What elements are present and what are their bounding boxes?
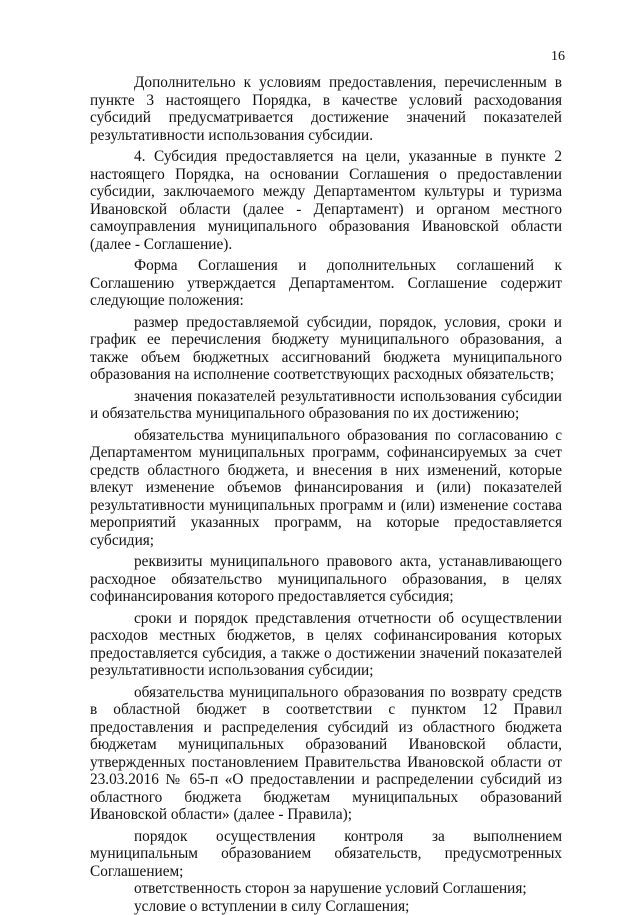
list-item: обязательства муниципального образования по согласованию с Департаментом муниципальных программ, софинансируемых за счет средств областного бюджета, и внесения в них изменений, которые влекут изменение объемов финансирования и (или) показателей результативности муниципальных программ и (или) изменение состава мероприятий указанных программ, на которые предоставляется субсидия; [90,427,562,550]
paragraph-additional-conditions: Дополнительно к условиям предоставления, перечисленным в пункте 3 настоящего Порядка, в качестве условий расходования субсидий предусматривается достижение значений показателей результативности использования субсидии. [90,74,562,144]
list-item: сроки и порядок представления отчетности об осуществлении расходов местных бюджетов, в целях софинансирования которых предоставляется субсидия, а также о достижении значений показателей результативности использования субсидии; [90,610,562,680]
paragraph-agreement-form: Форма Соглашения и дополнительных соглашений к Соглашению утверждается Департаментом. Соглашение содержит следующие положения: [90,257,562,310]
list-item: реквизиты муниципального правового акта, устанавливающего расходное обязательство муниципального образования, в целях софинансирования которого предоставляется субсидия; [90,553,562,606]
list-item: значения показателей результативности использования субсидии и обязательства муниципального образования по их достижению; [90,388,562,423]
list-item: ответственность сторон за нарушение условий Соглашения; [90,880,562,898]
list-item: условие о вступлении в силу Соглашения; [90,898,562,915]
paragraph-item-4: 4. Субсидия предоставляется на цели, указанные в пункте 2 настоящего Порядка, на основании Соглашения о предоставлении субсидии, заключаемого между Департаментом культуры и туризма Ивановской области (далее - Департамент) и органом местного самоуправления муниципального образования Ивановской области (далее - Соглашение). [90,148,562,253]
document-body [90,74,562,915]
list-item: размер предоставляемой субсидии, порядок, условия, сроки и график ее перечисления бюджету муниципального образования, а также объем бюджетных ассигнований бюджета муниципального образования на исполнение соответствующих расходных обязательств; [90,314,562,384]
list-item: обязательства муниципального образования по возврату средств в областной бюджет в соответствии с пунктом 12 Правил предоставления и распределения субсидий из областного бюджета бюджетам муниципальных образований Ивановской области, утвержденных постановлением Правительства Ивановской области от 23.03.2016 № 65-п «О предоставлении и распределении субсидий из областного бюджета бюджетам муниципальных образований Ивановской области» (далее - Правила); [90,684,562,824]
page-number: 16 [551,49,565,65]
list-item: порядок осуществления контроля за выполнением муниципальным образованием обязательств, предусмотренных Соглашением; [90,828,562,881]
